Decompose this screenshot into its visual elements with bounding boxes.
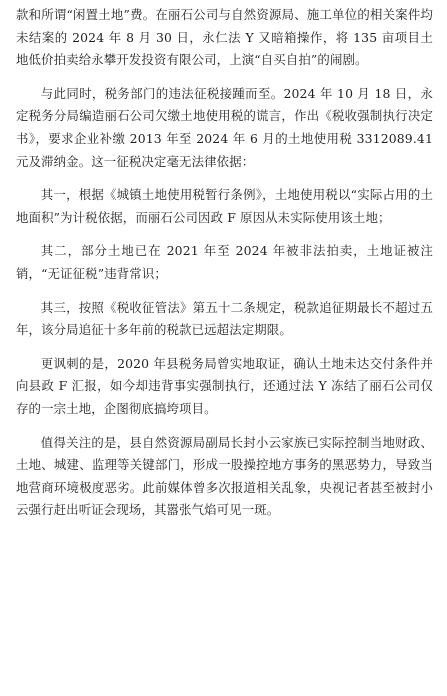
paragraph-reason-one: 其一，根据《城镇土地使用税暂行条例》，土地使用税以“实际占用的土地面积”为计税依据，而丽石公司因政 F 原因从未实际使用该土地； <box>16 187 433 225</box>
paragraph-land-auction: 款和所谓“闲置土地”费。在丽石公司与自然资源局、施工单位的相关案件均未结案的 2024 年 8 月 30 日，永仁法 Y 又暗箱操作，将 135 亩项目土地低价拍卖给永攀开发投资有限公司，上演“自买自拍”的闹剧。 <box>16 7 433 68</box>
paragraph-tax-enforcement: 与此同时，税务部门的违法征税接踵而至。2024 年 10 月 18 日，永定税务分局编造丽石公司欠缴土地使用税的谎言，作出《税收强制执行决定书》，要求企业补缴 2013 年至 2024 年 6 月的土地使用税 3312089.41 元及滞纳金。这一征税决定毫无法律依据： <box>16 85 433 169</box>
paragraph-local-control: 值得关注的是，县自然资源局副局长封小云家族已实际控制当地财政、土地、城建、监理等关键部门，形成一股操控地方事务的黑恶势力，导致当地营商环境极度恶劣。此前媒体曾多次报道相关乱象，央视记者甚至被封小云强行赶出听证会现场，其嚣张气焰可见一斑。 <box>16 434 433 518</box>
paragraph-reason-two: 其二，部分土地已在 2021 年至 2024 年被非法拍卖，土地证被注销，“无证征税”违背常识； <box>16 243 433 281</box>
paragraph-ironic-fact: 更讽刺的是，2020 年县税务局曾实地取证，确认土地未达交付条件并向县政 F 汇报，如今却违背事实强制执行，还通过法 Y 冻结了丽石公司仅存的一宗土地，企图彻底搞垮项目。 <box>16 355 433 416</box>
paragraph-reason-three: 其三，按照《税收征管法》第五十二条规定，税款追征期最长不超过五年，该分局追征十多年前的税款已远超法定期限。 <box>16 299 433 338</box>
